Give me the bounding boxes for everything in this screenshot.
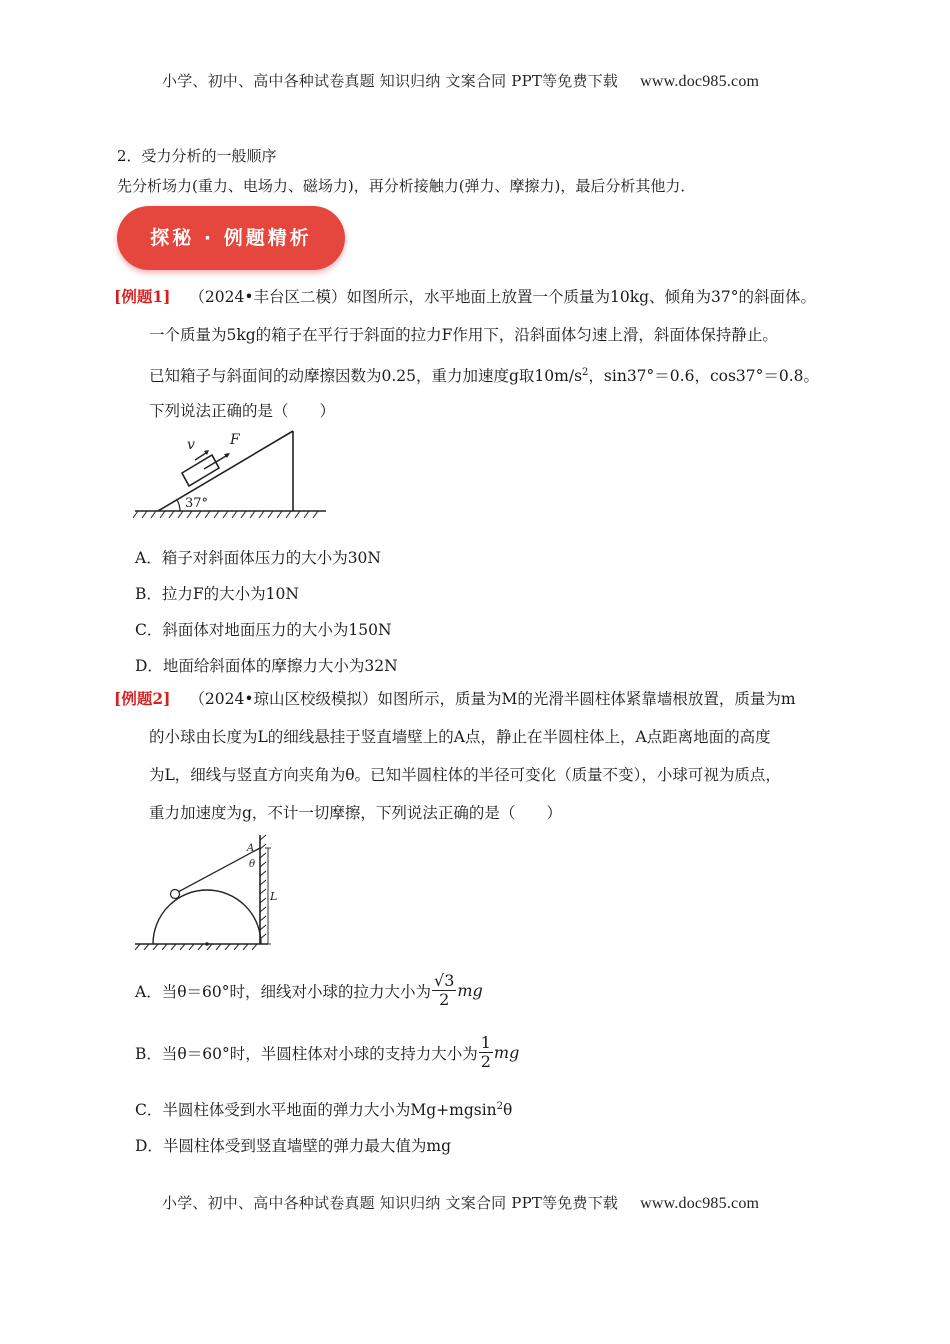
- page-footer: [162, 1192, 759, 1213]
- option-b-denominator: 2: [480, 1052, 491, 1071]
- option-c-sup: 2: [496, 1100, 504, 1112]
- option-a-text: A．当θ＝60°时，细线对小球的拉力大小为: [135, 982, 431, 1001]
- example2-option-a[interactable]: [135, 972, 483, 1009]
- option-b-text: B．当θ＝60°时，半圆柱体对小球的支持力大小为: [135, 1044, 478, 1063]
- example1-option-d[interactable]: D．地面给斜面体的摩擦力大小为32N: [135, 657, 398, 675]
- example-banner: 探秘 · 例题精析: [117, 206, 345, 270]
- example1-line3a: 已知箱子与斜面间的动摩擦因数为0.25，重力加速度g取10m/s: [149, 367, 583, 386]
- example1-line4: 下列说法正确的是（ ）: [149, 402, 336, 420]
- example1-line2: 一个质量为5kg的箱子在平行于斜面的拉力F作用下，沿斜面体匀速上滑，斜面体保持静止。: [149, 326, 778, 344]
- option-a-unit: mg: [457, 981, 483, 1000]
- example2-option-b[interactable]: [135, 1034, 519, 1071]
- example1-line1: [114, 278, 816, 316]
- footer-site-link[interactable]: www.doc985.com: [640, 1195, 760, 1212]
- example2-line2: 的小球由长度为L的细线悬挂于竖直墙壁上的A点，静止在半圆柱体上，A点距离地面的高度: [149, 728, 771, 746]
- example2-tag: [例题2]: [114, 689, 171, 708]
- example2-text1: （2024•琼山区校级模拟）如图所示，质量为M的光滑半圆柱体紧靠墙根放置，质量为m: [189, 690, 796, 708]
- example2-option-c[interactable]: [135, 1098, 512, 1120]
- option-c-text: C．半圆柱体受到水平地面的弹力大小为Mg+mgsin: [135, 1101, 497, 1119]
- angle-label: 37°: [185, 496, 209, 511]
- header-text: 小学、初中、高中各种试卷真题 知识归纳 文案合同 PPT等免费下载: [162, 72, 619, 90]
- example2-line3: 为L，细线与竖直方向夹角为θ。已知半圆柱体的半径可变化（质量不变），小球可视为质点，: [149, 766, 781, 784]
- example1-line3-sup: 2: [582, 367, 589, 378]
- example1-line3: [149, 354, 819, 395]
- theta-label: θ: [249, 859, 256, 870]
- example1-option-a[interactable]: A．箱子对斜面体压力的大小为30N: [135, 549, 381, 567]
- option-b-numerator: 1: [480, 1033, 491, 1052]
- header-site-link[interactable]: www.doc985.com: [640, 73, 760, 90]
- incline-figure: [130, 428, 330, 523]
- length-label: L: [270, 890, 278, 903]
- example1-tag: [例题1]: [114, 287, 171, 306]
- option-a-numerator: √3: [434, 971, 455, 990]
- page-header: [162, 70, 759, 91]
- example1-line3b: ，sin37°＝0.6，cos37°＝0.8。: [588, 367, 820, 386]
- velocity-label: v: [187, 437, 195, 453]
- force-label: F: [230, 432, 240, 448]
- example2-option-d[interactable]: D．半圆柱体受到竖直墙壁的弹力最大值为mg: [135, 1137, 452, 1155]
- example2-line4: 重力加速度为g，不计一切摩擦，下列说法正确的是（ ）: [149, 804, 562, 822]
- option-b-fraction: [479, 1034, 493, 1071]
- option-a-fraction: [432, 972, 456, 1009]
- example1-option-b[interactable]: B．拉力F的大小为10N: [135, 585, 299, 603]
- section-title: 2．受力分析的一般顺序: [117, 147, 277, 165]
- example1-text1: （2024•丰台区二模）如图所示，水平地面上放置一个质量为10kg、倾角为37°的斜面体。: [189, 288, 816, 306]
- cylinder-figure: [130, 832, 280, 950]
- footer-text: 小学、初中、高中各种试卷真题 知识归纳 文案合同 PPT等免费下载: [162, 1194, 619, 1212]
- example1-option-c[interactable]: C．斜面体对地面压力的大小为150N: [135, 621, 392, 639]
- section-body: 先分析场力(重力、电场力、磁场力)，再分析接触力(弹力、摩擦力)，最后分析其他力．: [117, 177, 696, 195]
- option-a-denominator: 2: [439, 990, 450, 1009]
- option-b-unit: mg: [493, 1043, 520, 1062]
- option-c-suffix: θ: [503, 1101, 513, 1119]
- point-a-label: A: [247, 843, 255, 854]
- example2-line1: [114, 680, 796, 718]
